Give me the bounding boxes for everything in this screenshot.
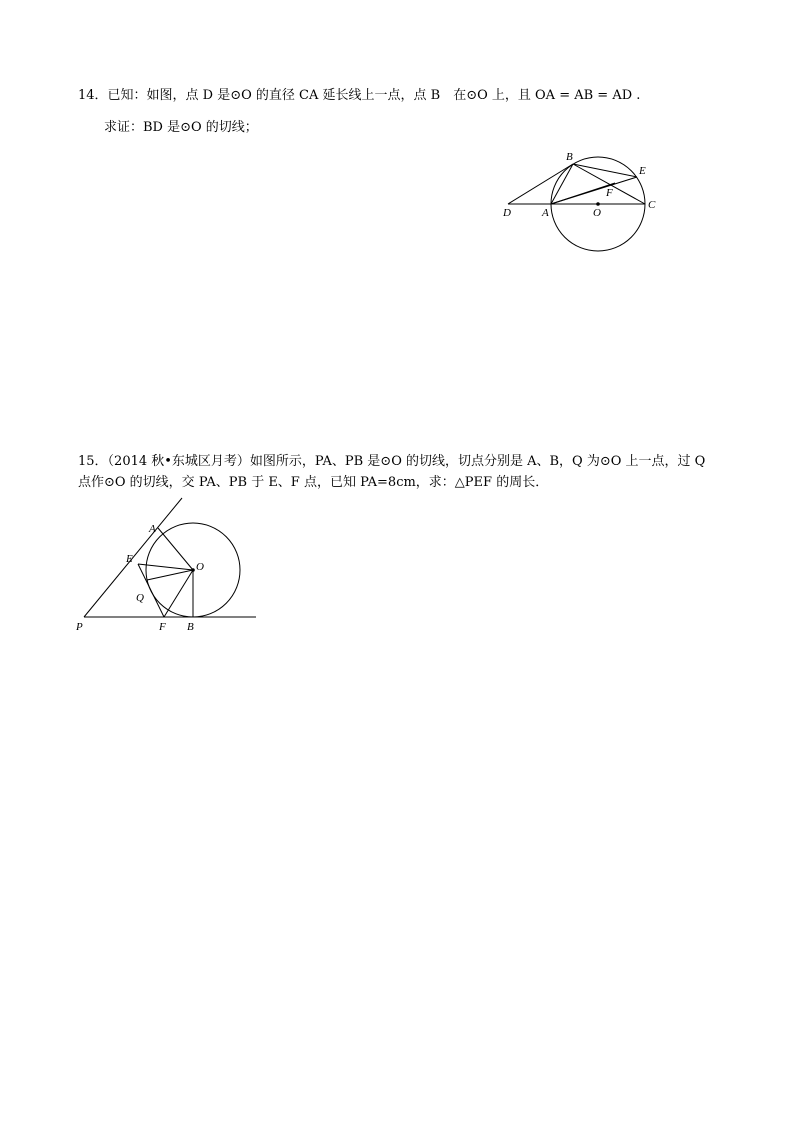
problem-15-statement: 15．（2014 秋•东城区月考）如图所示，PA、PB 是⊙O 的切线，切点分别是 A、B，Q 为⊙O 上一点，过 Q bbox=[78, 454, 706, 469]
label-p: P bbox=[76, 621, 83, 633]
segment-qo bbox=[147, 570, 193, 580]
problem-14-statement: 14．已知：如图，点 D 是⊙O 的直径 CA 延长线上一点，点 B 在⊙O 上，且 OA = AB = AD . bbox=[78, 88, 641, 103]
center-dot bbox=[596, 202, 600, 206]
line-ef bbox=[138, 564, 164, 617]
problem-15-figure bbox=[72, 492, 267, 637]
segment-db bbox=[508, 164, 573, 204]
label-a: A bbox=[149, 523, 156, 535]
label-d: D bbox=[503, 207, 511, 219]
line-pa bbox=[84, 498, 182, 617]
segment-fo bbox=[164, 570, 193, 617]
segment-ao bbox=[158, 528, 193, 570]
label-a: A bbox=[542, 207, 549, 219]
problem-14-figure bbox=[495, 145, 675, 255]
label-b: B bbox=[566, 151, 573, 163]
label-o: O bbox=[196, 561, 204, 573]
label-e: E bbox=[639, 165, 646, 177]
label-f: F bbox=[159, 621, 166, 633]
center-dot bbox=[191, 568, 195, 572]
label-f: F bbox=[606, 187, 613, 199]
label-c: C bbox=[648, 199, 656, 211]
label-b: B bbox=[187, 621, 194, 633]
label-q: Q bbox=[136, 592, 144, 604]
label-e: E bbox=[126, 553, 133, 565]
segment-be bbox=[573, 164, 637, 177]
problem-15-statement-cont: 点作⊙O 的切线，交 PA、PB 于 E、F 点，已知 PA=8cm，求：△PEF 的周长． bbox=[78, 475, 549, 490]
problem-14-prove: 求证：BD 是⊙O 的切线； bbox=[104, 120, 258, 135]
label-o: O bbox=[593, 207, 601, 219]
